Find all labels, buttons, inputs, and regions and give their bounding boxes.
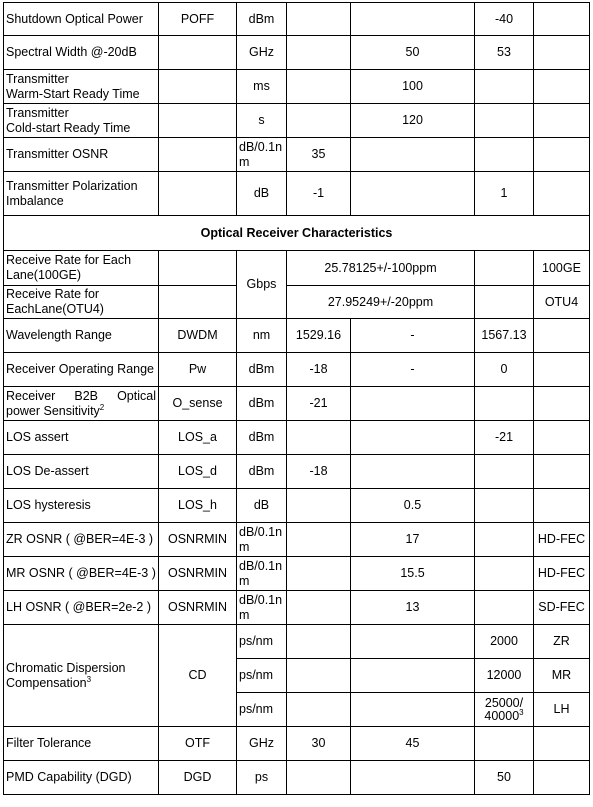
param-line: Receiver B2B Optical [6,388,156,403]
symbol-cell: LOS_a [159,421,237,455]
symbol-cell: Pw [159,353,237,387]
symbol-cell [159,172,237,216]
symbol-cell: OTF [159,727,237,761]
param-line: power Sensitivity [6,403,100,418]
param-cell [4,251,159,286]
symbol-cell: POFF [159,3,237,36]
unit-cell: dB [237,489,287,523]
max-cell [475,727,534,761]
max-cell: 53 [475,36,534,70]
min-cell [287,421,351,455]
typ-cell: - [351,319,475,353]
param-cell: ZR OSNR ( @BER=4E-3 ) [4,523,159,557]
max-cell: 2000 [475,625,534,659]
unit-line: m [239,607,250,622]
symbol-cell [159,104,237,138]
param-cell: Spectral Width @-20dB [4,36,159,70]
table-row [4,172,590,216]
note-cell: SD-FEC [534,591,590,625]
typ-cell: 17 [351,523,475,557]
unit-cell: dBm [237,3,287,36]
table-row [4,319,590,353]
note-cell [534,3,590,36]
typ-cell: 50 [351,36,475,70]
param-line: Transmitter Polarization [6,178,138,193]
table-row [4,36,590,70]
min-cell: -21 [287,387,351,421]
typ-cell: 120 [351,104,475,138]
min-cell [287,693,351,727]
max-cell [475,455,534,489]
typ-cell [351,659,475,693]
typ-cell: - [351,353,475,387]
param-cell: LH OSNR ( @BER=2e-2 ) [4,591,159,625]
symbol-cell [159,251,237,286]
table-row [4,421,590,455]
typ-cell [351,421,475,455]
max-cell [475,70,534,104]
param-cell: MR OSNR ( @BER=4E-3 ) [4,557,159,591]
table-row [4,489,590,523]
min-cell [287,591,351,625]
min-cell: -18 [287,353,351,387]
section-header-row [4,216,590,251]
max-cell [475,387,534,421]
typ-cell [351,761,475,795]
footnote-mark: 2 [99,402,105,412]
symbol-cell: OSNRMIN [159,591,237,625]
max-cell: 1 [475,172,534,216]
unit-cell: nm [237,319,287,353]
unit-cell: dB [237,172,287,216]
max-line: 40000 [484,708,520,723]
max-cell: -21 [475,421,534,455]
symbol-cell: LOS_h [159,489,237,523]
typ-cell: 100 [351,70,475,104]
table-row [4,70,590,104]
footnote-mark: 3 [86,674,92,684]
note-cell [534,319,590,353]
max-cell [475,489,534,523]
unit-line: m [239,154,250,169]
table-row [4,625,590,659]
note-cell [534,172,590,216]
min-cell [287,557,351,591]
max-cell: -40 [475,3,534,36]
min-cell [287,36,351,70]
max-cell: 1567.13 [475,319,534,353]
spec-table [3,2,590,795]
typ-cell: 27.95249+/-20ppm [287,286,475,319]
param-line: Lane(100GE) [6,268,82,282]
unit-cell: Gbps [237,251,287,319]
param-cell: PMD Capability (DGD) [4,761,159,795]
max-cell [475,104,534,138]
note-cell [534,421,590,455]
table-row [4,387,590,421]
param-line: Compensation [6,675,87,690]
max-cell: 50 [475,761,534,795]
unit-line: m [239,539,250,554]
symbol-cell: OSNRMIN [159,557,237,591]
unit-cell: ps/nm [237,693,287,727]
table-row [4,353,590,387]
typ-cell [351,693,475,727]
param-cell: Filter Tolerance [4,727,159,761]
unit-cell [237,591,287,625]
unit-cell [237,523,287,557]
min-cell: -18 [287,455,351,489]
footnote-mark: 3 [519,707,524,717]
typ-cell [351,3,475,36]
unit-cell: ms [237,70,287,104]
unit-cell: s [237,104,287,138]
symbol-cell: CD [159,625,237,727]
typ-cell [351,172,475,216]
symbol-cell [159,36,237,70]
note-cell: HD-FEC [534,557,590,591]
table-row [4,557,590,591]
min-cell: 30 [287,727,351,761]
note-cell: LH [534,693,590,727]
param-cell: LOS assert [4,421,159,455]
symbol-cell: LOS_d [159,455,237,489]
note-cell [534,138,590,172]
min-cell [287,523,351,557]
max-cell [475,693,534,727]
note-cell [534,353,590,387]
param-line: Transmitter [6,71,69,86]
note-cell [534,489,590,523]
symbol-cell [159,138,237,172]
section-title: Optical Receiver Characteristics [4,216,590,251]
note-cell: OTU4 [534,286,590,319]
unit-cell [237,557,287,591]
typ-cell: 0.5 [351,489,475,523]
note-cell: ZR [534,625,590,659]
note-cell [534,455,590,489]
max-cell [475,557,534,591]
note-cell [534,761,590,795]
typ-cell [351,625,475,659]
min-cell [287,104,351,138]
note-cell [534,70,590,104]
param-line: Chromatic Dispersion [6,660,126,675]
param-cell: Shutdown Optical Power [4,3,159,36]
min-cell [287,489,351,523]
table-row [4,591,590,625]
table-row [4,727,590,761]
unit-cell: dBm [237,455,287,489]
param-line: Receive Rate for [6,287,100,301]
symbol-cell [159,286,237,319]
table-row [4,286,590,319]
table-row [4,3,590,36]
table-row [4,251,590,286]
note-cell: HD-FEC [534,523,590,557]
param-line: Cold-start Ready Time [6,120,131,135]
unit-cell: GHz [237,727,287,761]
symbol-cell: O_sense [159,387,237,421]
typ-cell [351,138,475,172]
note-cell [534,387,590,421]
note-cell [534,36,590,70]
symbol-cell: DWDM [159,319,237,353]
param-cell [4,625,159,727]
typ-cell [351,387,475,421]
param-line: Warm-Start Ready Time [6,86,140,101]
note-cell: 100GE [534,251,590,286]
unit-cell: ps [237,761,287,795]
note-cell: MR [534,659,590,693]
max-cell [475,251,534,286]
unit-cell: dBm [237,387,287,421]
unit-cell: ps/nm [237,659,287,693]
unit-cell: GHz [237,36,287,70]
unit-line: dB/0.1n [239,592,283,607]
unit-line: m [239,573,250,588]
table-row [4,455,590,489]
max-cell [475,286,534,319]
min-cell [287,70,351,104]
param-cell: Transmitter OSNR [4,138,159,172]
max-cell: 12000 [475,659,534,693]
unit-cell [237,138,287,172]
param-line: EachLane(OTU4) [6,302,104,316]
min-cell [287,659,351,693]
param-line: Transmitter [6,105,69,120]
typ-cell [351,455,475,489]
param-cell [4,286,159,319]
table-row [4,104,590,138]
param-cell [4,387,159,421]
table-row [4,138,590,172]
symbol-cell: OSNRMIN [159,523,237,557]
typ-cell: 13 [351,591,475,625]
param-cell: LOS hysteresis [4,489,159,523]
symbol-cell [159,70,237,104]
min-cell [287,3,351,36]
param-cell [4,70,159,104]
unit-cell: ps/nm [237,625,287,659]
param-cell: LOS De-assert [4,455,159,489]
min-cell: -1 [287,172,351,216]
note-cell [534,104,590,138]
typ-cell: 15.5 [351,557,475,591]
unit-line: dB/0.1n [239,139,283,154]
max-cell [475,523,534,557]
param-line: Imbalance [6,193,64,208]
unit-line: dB/0.1n [239,558,283,573]
param-line: Receive Rate for Each [6,253,132,267]
param-cell: Wavelength Range [4,319,159,353]
param-cell [4,104,159,138]
max-cell [475,138,534,172]
unit-line: dB/0.1n [239,524,283,539]
max-line: 25000/ [484,695,524,710]
param-cell [4,172,159,216]
table-row [4,523,590,557]
typ-cell: 45 [351,727,475,761]
table-row [4,761,590,795]
max-cell [475,591,534,625]
unit-cell: dBm [237,353,287,387]
min-cell [287,761,351,795]
min-cell: 1529.16 [287,319,351,353]
typ-cell: 25.78125+/-100ppm [287,251,475,286]
min-cell: 35 [287,138,351,172]
symbol-cell: DGD [159,761,237,795]
note-cell [534,727,590,761]
min-cell [287,625,351,659]
max-cell: 0 [475,353,534,387]
param-cell: Receiver Operating Range [4,353,159,387]
unit-cell: dBm [237,421,287,455]
